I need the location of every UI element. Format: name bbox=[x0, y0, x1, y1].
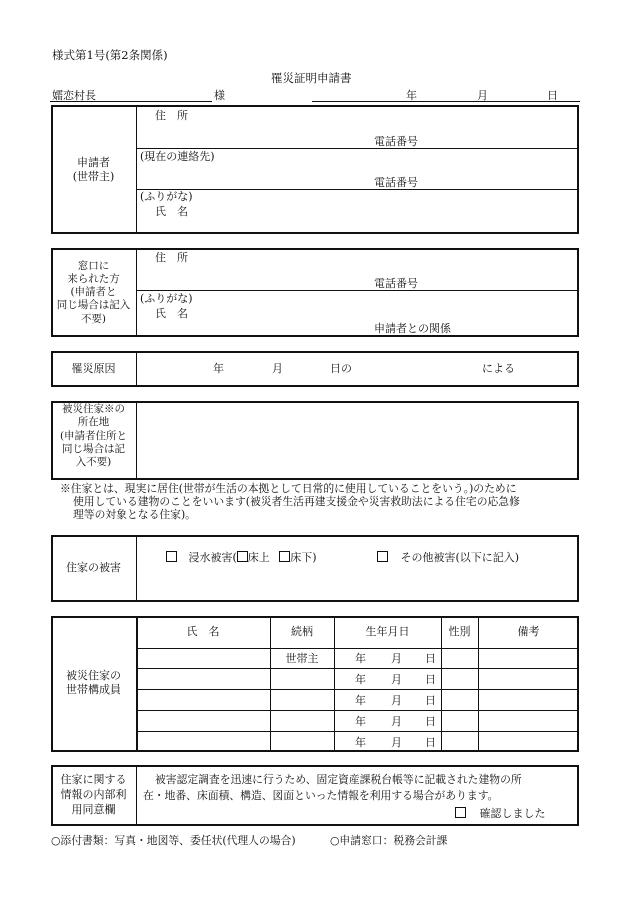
other-damage-checkbox[interactable] bbox=[377, 551, 388, 562]
visitor-furigana-label: (ふりがな) bbox=[140, 292, 193, 305]
date-day-label: 日 bbox=[547, 89, 558, 102]
below-floor-checkbox[interactable] bbox=[279, 551, 290, 562]
cause-suffix: による bbox=[482, 362, 515, 375]
damage-flood-option[interactable]: 浸水被害( 床上 床下) bbox=[166, 551, 317, 563]
location-label: 被災住家※の 所在地 (申請者住所と 同じ場合は記 入不要) bbox=[59, 403, 128, 469]
form-number: 様式第1号(第2条関係) bbox=[52, 48, 168, 62]
birth-month-1: 月 bbox=[391, 652, 402, 665]
consent-label: 住家に関する 情報の内部利 用同意欄 bbox=[60, 773, 127, 816]
cause-label: 罹災原因 bbox=[71, 362, 116, 375]
head-relation: 世帯主 bbox=[285, 652, 319, 665]
cause-month: 月 bbox=[272, 362, 283, 375]
attachments-note: ○添付書類：写真・地図等、委任状(代理人の場合) bbox=[51, 834, 296, 847]
birth-year-3: 年 bbox=[355, 694, 366, 707]
damage-other-option[interactable]: その他被害(以下に記入) bbox=[377, 551, 519, 563]
cause-year: 年 bbox=[213, 362, 224, 375]
applicant-furigana-label: (ふりがな) bbox=[140, 190, 193, 203]
birth-year-2: 年 bbox=[355, 673, 366, 686]
addressee: 嬬恋村長 bbox=[52, 89, 96, 102]
applicant-phone-label: 電話番号 bbox=[374, 135, 418, 148]
date-year-label: 年 bbox=[406, 89, 417, 102]
addressee-honorific: 様 bbox=[214, 89, 225, 102]
visitor-phone-label: 電話番号 bbox=[374, 277, 418, 290]
applicant-address-label: 住 所 bbox=[155, 109, 188, 122]
note-line-2: 使用している建物のことをいいます(被災者生活再建支援金や災害救助法による住宅の応急修 bbox=[73, 495, 520, 508]
household-label: 被災住家の 世帯構成員 bbox=[66, 669, 121, 697]
birth-day-1: 日 bbox=[425, 652, 436, 665]
col-header-sex: 性別 bbox=[448, 625, 471, 638]
date-underline bbox=[312, 101, 580, 102]
applicant-contact-label: (現在の連絡先) bbox=[140, 150, 215, 163]
consent-confirm[interactable]: 確認しました bbox=[455, 807, 546, 819]
visitor-name-label: 氏 名 bbox=[155, 307, 188, 320]
consent-checkbox[interactable] bbox=[455, 807, 466, 818]
birth-day-4: 日 bbox=[425, 715, 436, 728]
col-header-relation: 続柄 bbox=[291, 625, 313, 638]
flood-checkbox[interactable] bbox=[166, 551, 177, 562]
damage-label: 住家の被害 bbox=[66, 561, 121, 574]
date-month-label: 月 bbox=[477, 89, 488, 102]
birth-month-4: 月 bbox=[391, 715, 402, 728]
note-line-3: 理等の対象となる住家)。 bbox=[73, 508, 196, 521]
addressee-underline bbox=[50, 101, 212, 102]
visitor-relation-label: 申請者との関係 bbox=[374, 322, 451, 335]
birth-year-4: 年 bbox=[355, 715, 366, 728]
col-header-birthdate: 生年月日 bbox=[365, 625, 410, 638]
applicant-label: 申請者 (世帯主) bbox=[72, 156, 115, 184]
visitor-label: 窓口に 来られた方 (申請者と 同じ場合は記入 不要) bbox=[56, 260, 131, 325]
col-header-name: 氏 名 bbox=[186, 625, 220, 638]
birth-day-5: 日 bbox=[425, 736, 436, 749]
applicant-name-label: 氏 名 bbox=[155, 205, 188, 218]
birth-day-3: 日 bbox=[425, 694, 436, 707]
birth-month-5: 月 bbox=[391, 736, 402, 749]
birth-month-3: 月 bbox=[391, 694, 402, 707]
birth-year-1: 年 bbox=[355, 652, 366, 665]
office-note: ○申請窓口：税務会計課 bbox=[330, 834, 448, 847]
above-floor-checkbox[interactable] bbox=[237, 551, 248, 562]
consent-text-2: 在・地番、床面積、構造、図面といった情報を利用する場合があります。 bbox=[143, 789, 499, 802]
form-title: 罹災証明申請書 bbox=[271, 71, 352, 85]
birth-month-2: 月 bbox=[391, 673, 402, 686]
note-line-1: ※住家とは、現実に居住(世帯が生活の本拠として日常的に使用していることをいう。)のために bbox=[60, 482, 517, 495]
birth-year-5: 年 bbox=[355, 736, 366, 749]
applicant-phone2-label: 電話番号 bbox=[374, 176, 418, 189]
birth-day-2: 日 bbox=[425, 673, 436, 686]
consent-text-1: 被害認定調査を迅速に行うため、固定資産課税台帳等に記載された建物の所 bbox=[155, 773, 522, 786]
cause-day: 日の bbox=[330, 362, 352, 375]
col-header-note: 備考 bbox=[517, 625, 540, 638]
visitor-address-label: 住 所 bbox=[155, 251, 188, 264]
